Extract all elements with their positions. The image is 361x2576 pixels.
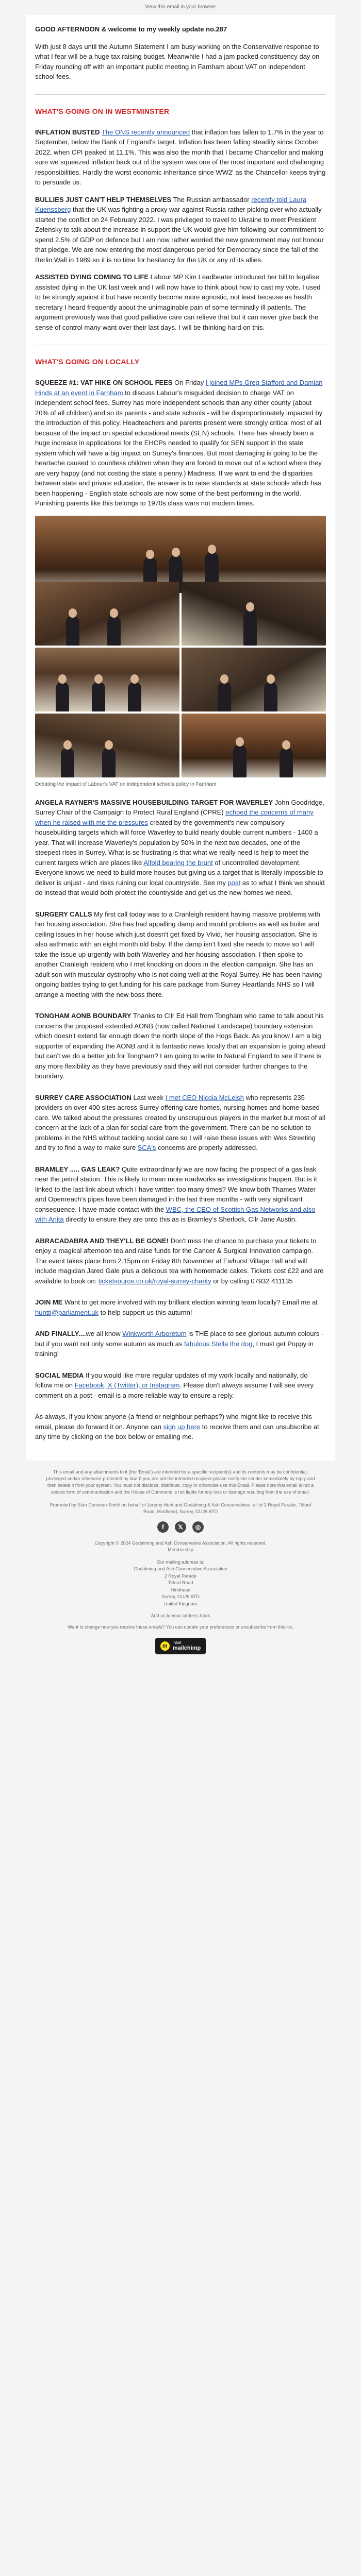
photo-collage — [35, 516, 326, 777]
item-text: of uncontrolled development. Everyone knows we need to build more houses but giving us a target that is literally impossible to deliver is unjust - and risks ruining our local countryside. See my — [35, 858, 323, 887]
farnham-event-link[interactable]: I joined MPs Greg Stafford and Damian Hinds at an event in Farnham — [35, 379, 323, 397]
item-title: TONGHAM AONB BOUNDARY — [35, 1012, 132, 1020]
item-title: SURGERY CALLS — [35, 910, 92, 918]
social-links[interactable]: Facebook, X (Twitter), or Instagram — [74, 1381, 180, 1389]
cpre-link[interactable]: echoed the concerns of many when he raised with me the pressures — [35, 808, 314, 826]
item-text: we all know — [86, 1330, 123, 1337]
social-icons — [43, 1521, 318, 1533]
address-line: United Kingdom — [163, 1601, 198, 1606]
address-line: Tilford Road — [168, 1580, 193, 1586]
item-text: On Friday — [172, 379, 206, 386]
mailing-address — [43, 1540, 318, 1608]
sca-ceo-link[interactable]: I met CEO Nicola McLeish — [165, 1093, 244, 1101]
sgn-link[interactable]: WBC, the CEO of Scottish Gas Networks and also with Anita — [35, 1205, 316, 1223]
address-line: 2 Royal Parade — [164, 1573, 197, 1579]
westminster-heading: WHAT'S GOING ON IN WESTMINSTER — [35, 107, 170, 115]
add-address-link[interactable]: Add us to your address book — [151, 1613, 210, 1619]
item-title: INFLATION BUSTED — [35, 128, 100, 136]
email-link[interactable]: hunttj@parliament.uk — [35, 1308, 99, 1316]
photo-panel-left — [35, 582, 179, 646]
sign-up-link[interactable]: sign up here — [163, 1422, 201, 1431]
item-join — [35, 1297, 326, 1317]
item-title: AND FINALLY.... — [35, 1330, 86, 1337]
alfold-link[interactable]: Alfold bearing the brunt — [143, 858, 213, 867]
photo-hall — [35, 714, 179, 777]
disclaimer: This email and any attachments to it (the 'Email') are intended for a specific recipient(s) and its contents may be confidential, privileged and/or otherwise protected by law. If you are not the intended recipient please notify the sender immediately by reply and then delete it from your system. You must not disclose, distribute, copy or otherwise use this Email. Please note that email is not a secure form of communication and the House of Commons is not liable for any loss or damage resulting from the use of email. — [46, 1469, 315, 1495]
item-gas-leak — [35, 1164, 326, 1225]
item-surgery — [35, 909, 326, 1000]
badge-text-bottom: mailchimp — [172, 1645, 201, 1651]
item-text: John Goodridge, Surrey Chair of the Campaign to Protect Rural England (CPRE) — [35, 798, 324, 816]
address-heading: Our mailing address is: — [156, 1559, 205, 1565]
badge-text-top: intuit — [172, 1640, 182, 1646]
facebook-icon[interactable]: f — [157, 1521, 169, 1533]
item-text: that inflation has fallen to 1.7% in the year to September, below the Bank of England's target. Inflation has been falling steadily since October 2022, when CPI peaked at 11.1%. This was also the month that I became Chancellor and making sure we squeezed inflation back out of the system was one of the most important and challenging responsibilities. Hardly the worst economic inheritance since WW2' as the Chancellor keeps trying to persuade us. — [35, 128, 326, 186]
item-text: created by the government's new compulsory housebuilding targets which will force Waverley to build nearly double current numbers - 1400 a year. That will increase Waverley's population by 50% in the next two decades, one of the steepest rises in Surrey. What is so frustrating is that what we really need is help to meet the current targets which are places like — [35, 818, 318, 867]
stella-link[interactable]: fabulous Stella the dog — [184, 1340, 253, 1348]
item-title: JOIN ME — [35, 1298, 63, 1306]
item-text: Don't miss the chance to purchase your tickets to enjoy a magical afternoon tea and raise funds for the Cancer & Surgical Innovation campaign. The event takes place from 2.15pm on Friday 8th November at Ewhurst Village Hall and will include magician Jared Gale plus a delicious tea with homemade cakes. Tickets cost £22 and are available to book on: — [35, 1236, 324, 1285]
item-text: who represents 235 providers on over 400 sites across Surrey offering care homes, nursing homes and home-based care. We talked about the pressures created by unscrupulous players in the market but most of all concern at the lack of a plan for social care from the government. There can be no solution to problems in the NHS without tackling social care so I will raise these issues with Wes Streeting and try to find a way to make sure — [35, 1093, 325, 1151]
item-title: SURREY CARE ASSOCIATION — [35, 1093, 132, 1101]
email-body — [26, 15, 335, 1672]
address-line: Godalming and Ash Conservative Association — [134, 1566, 227, 1572]
item-finally — [35, 1329, 326, 1359]
item-text: to discuss Labour's misguided decision to charge VAT on independent school fees. Surrey has more independent schools than any other county (about 20% of all children) and so its parents - and state schools - will be disproportionately impacted by the introduction of this policy. Headteachers and parents present were strongly critical most of all because of the impact on special educational needs (SEN) schools. There has already been a huge increase in applications for the EHCPs needed to qualify for SEN support in the state system which will have a big impact on Surrey's finances. But most damaging is going to be the heartache caused to countless children when they are forced to move out of a school where they are very happy (and not costing the state a penny.) Madness. If we want to end the disparities between state and private education, the answer is to raise standards at state schools which has been happening - English state schools are now some of the best performing in the world. Punishing parents like this belongs to 1970s class wars not modern times. — [35, 388, 323, 507]
item-bullies — [35, 195, 326, 265]
browser-view-bar — [0, 0, 361, 15]
sca-link[interactable]: SCA's — [137, 1144, 156, 1151]
divider — [35, 94, 326, 95]
item-text: that the UK was fighting a proxy war against Russia rather picking over who actually started the conflict on 24 February 2022. I was privileged to travel to Ukraine to meet President Zelensky to talk about the increase in support the UK would give him following our commitment to spend 2.5% of GDP on defence but I am now rather worried the new government may not honour that pledge. We are now entering the most dangerous period for Democracy since the fall of the Berlin Wall in 1989 so it is no time for hesitancy for the UK or any of its allies. — [35, 206, 324, 264]
item-text: is THE place to see glorious autumn colours - but if you want not only some autumn as much as — [35, 1330, 324, 1348]
item-text: concerns are properly addressed. — [156, 1144, 258, 1151]
item-title: ABRACADABRA AND THEY'LL BE GONE! — [35, 1236, 169, 1245]
address-line: Surrey, GU26 6TD — [161, 1594, 200, 1600]
locally-heading: WHAT'S GOING ON LOCALLY — [35, 358, 140, 366]
intro-body: With just 8 days until the Autumn Statement I am busy working on the Conservative response to what I fear will be a huge tax raising budget. Meanwhile I had a jam packed constituency day on Friday rounding off with an important public meeting in Farnham about VAT on independent school fees. — [35, 42, 320, 80]
item-text: to receive them and can unsubscribe at any time by clicking on the box below or emailing me. — [35, 1422, 319, 1440]
item-social — [35, 1370, 326, 1401]
item-text: directly to ensure they are onto this as is Bramley's Sherlock, Cllr Jane Austin. — [63, 1215, 297, 1223]
unsubscribe-text[interactable]: Want to change how you receive these emails? You can update your preferences or unsubscribe from this list. — [68, 1624, 293, 1630]
photo-questions — [182, 714, 326, 777]
item-title: SQUEEZE #1: VAT HIKE ON SCHOOL FEES — [35, 379, 173, 386]
ons-link[interactable]: The ONS recently announced — [101, 128, 190, 136]
item-text: , I must get Poppy in training! — [35, 1340, 314, 1358]
item-text: My first call today was to a Cranleigh resident having massive problems with her housing association. She has had appalling damp and mould problems as well as boiler and ceiling issues in her house which just doesn't get fixed by Vivid, her housing association. She is also asthmatic with an eight month old baby. If the damp isn't fixed she needs to move so I will take the issue up urgently with both Waverley and her housing association. I then spoke to another Cranleigh resident who I met knocking on doors in the election campaign. She has an adult son with muscular dystrophy who is not doing well at the Royal Surrey. He has been having ongoing battles trying to get funding for his care package from Surrey Heartlands NHS so I will arrange a meeting with the new boss there. — [35, 910, 322, 998]
item-housebuilding — [35, 798, 326, 898]
photo-panel-table — [182, 648, 326, 711]
copyright: Copyright © 2024 Godalming and Ash Conservative Association, All rights reserved. — [94, 1540, 267, 1546]
photo-audience — [35, 648, 179, 711]
greeting: GOOD AFTERNOON & welcome to my weekly update no.287 — [35, 25, 227, 33]
item-title: BRAMLEY ..... GAS LEAK? — [35, 1165, 120, 1173]
photo-caption: Debating the impact of Labour's VAT on independent schools policy in Farnham — [35, 781, 217, 787]
closing — [35, 1412, 326, 1442]
mailchimp-icon: m — [160, 1641, 170, 1651]
membership: Membership — [168, 1547, 193, 1553]
kuenssberg-link[interactable]: recently told Laura Kuenssberg — [35, 195, 307, 213]
item-abracadabra — [35, 1236, 326, 1286]
item-text: . Please don't always assume I will see every comment on a post - email is a more reliable way to ensure a reply. — [35, 1381, 314, 1399]
item-text: Labour MP Kim Leadbeater introduced her bill to legalise assisted dying in the UK last week and I will now have to think about how to cast my vote. I used to be strongly against it but have recently become more agnostic, not least because as health secretary I heard frequently about the unimaginable pain of some terminally ill patients. The argument previously was that good palliative care can relieve that but it can never give back the sense of control many want over their last days. I will be thinking hard on this. — [35, 273, 321, 331]
winkworth-link[interactable]: Winkworth Arboretum — [122, 1330, 187, 1337]
item-care — [35, 1093, 326, 1153]
item-text: Thanks to Cllr Ed Hall from Tongham who came to talk about his concerns the proposed extended AONB (now called National Landscape) boundary extension which doesn't extend far enough down the north slope of the Hogs Back. As you know I am a big supporter of expanding the AONB and it is fantastic news locally that an expansion is going ahead but can't we do a better job for Tongham? I am going to write to Natural England to see if there is any more flexibility as they have previously said they will not consider further changes to the boundary. — [35, 1012, 325, 1080]
item-text: The Russian ambassador — [171, 195, 252, 204]
item-assisted-dying — [35, 272, 326, 332]
x-icon[interactable]: 𝕏 — [175, 1521, 186, 1533]
item-text: If you would like more regular updates of my work locally and nationally, do follow me on — [35, 1371, 308, 1389]
item-inflation — [35, 127, 326, 188]
item-text: as to what I think we should do instead that would both protect the countryside and get us the new homes we need. — [35, 878, 325, 896]
item-text: As always, if you know anyone (a friend or neighbour perhaps?) who might like to receive this email, please do forward it on. Anyone can — [35, 1413, 312, 1431]
item-vat — [35, 378, 326, 509]
intro — [35, 24, 326, 82]
address-line: Hindhead — [170, 1587, 191, 1592]
item-text: Last week — [131, 1093, 166, 1101]
post-link[interactable]: post — [227, 878, 241, 887]
photo-speaker-right — [182, 582, 326, 646]
mailchimp-badge[interactable] — [43, 1638, 318, 1667]
item-tongham — [35, 1011, 326, 1081]
item-text: Want to get more involved with my brilliant election winning team locally? Email me at — [62, 1298, 318, 1306]
item-text: Quite extraordinarily we are now facing the prospect of a gas leak near the petrol station. This is likely to mean more roadworks as investigations happen. But is it linked to the last link about which I have written too many times? We know both Thames Water and Openreach's pipes have been damaged in the last three months - with very significant consequence. I have made contact with the — [35, 1165, 317, 1213]
instagram-icon[interactable]: ◎ — [192, 1521, 204, 1533]
add-to-address-book — [43, 1613, 318, 1620]
promoted-by: Promoted by Stan Donovan-Smith on behalf of Jeremy Hunt and Godalming & Ash Conservatives, all of 2 Royal Parade, Tilford Road, Hindhead, Surrey, GU26 6TD — [50, 1502, 311, 1514]
item-text: or by calling 07932 411135 — [211, 1277, 293, 1285]
item-text: to help support us this autumn! — [99, 1308, 192, 1316]
item-title: ANGELA RAYNER'S MASSIVE HOUSEBUILDING TARGET FOR WAVERLEY — [35, 798, 273, 806]
tickets-link[interactable]: ticketsource.co.uk/royal-surrey-charity — [98, 1277, 211, 1285]
item-title: ASSISTED DYING COMING TO LIFE — [35, 273, 149, 281]
item-title: SOCIAL MEDIA — [35, 1371, 84, 1379]
item-title: BULLIES JUST CAN'T HELP THEMSELVES — [35, 195, 172, 204]
view-in-browser-link[interactable]: View this email in your browser — [145, 4, 216, 10]
footer — [26, 1461, 335, 1672]
